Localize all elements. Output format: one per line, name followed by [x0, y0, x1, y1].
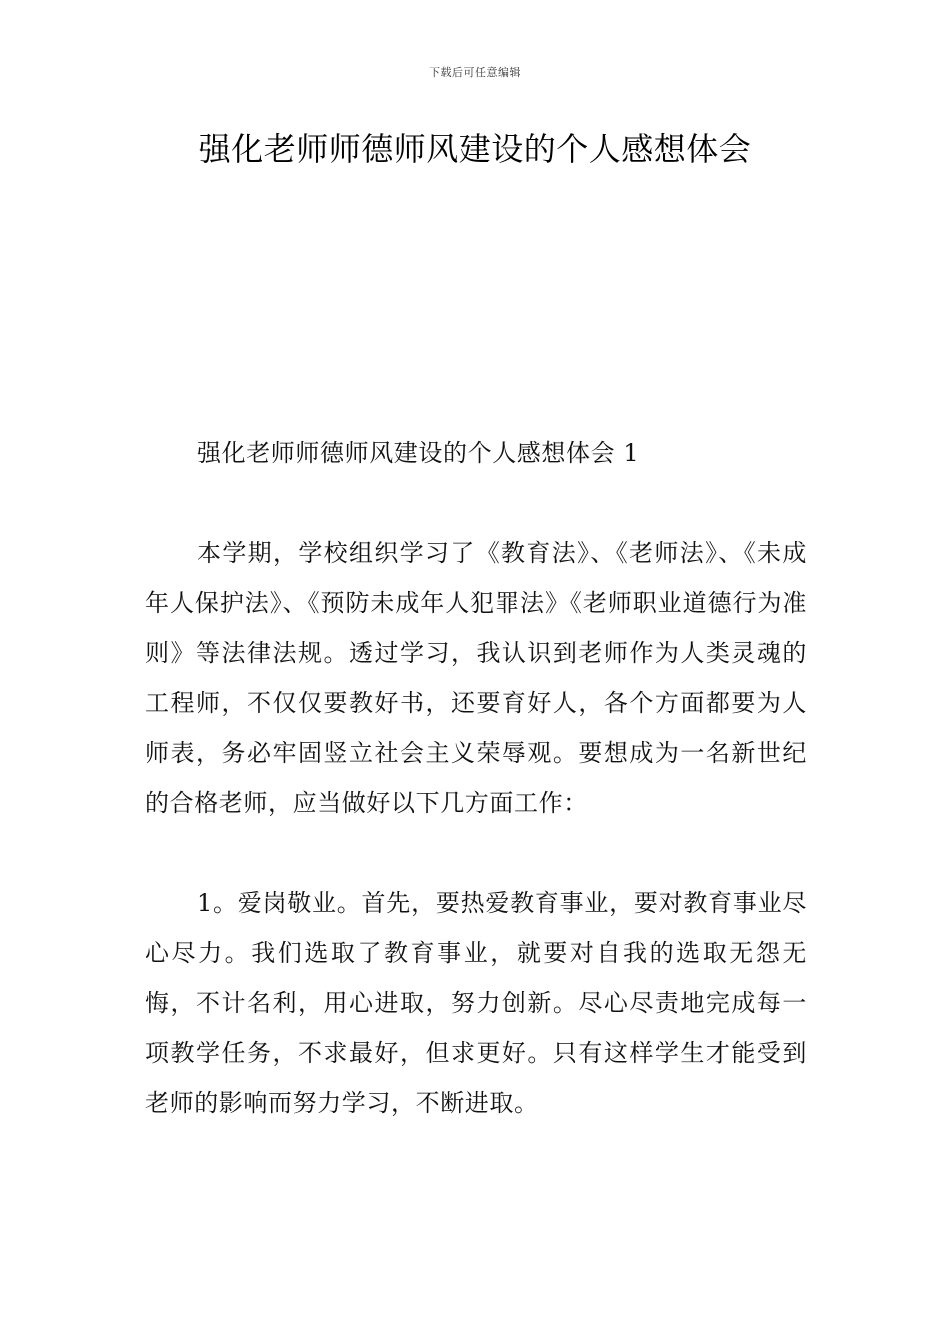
- section-title: 强化老师师德师风建设的个人感想体会 1: [197, 439, 640, 467]
- document-body: [145, 428, 807, 1128]
- header-note: 下载后可任意编辑: [429, 66, 521, 79]
- document-title: 强化老师师德师风建设的个人感想体会: [198, 130, 752, 168]
- paragraph-intro: 本学期，学校组织学习了《教育法》、《老师法》、《未成年人保护法》、《预防未成年人犯罪法》《老师职业道德行为准则》等法律法规。透过学习，我认识到老师作为人类灵魂的工程师，不仅仅要教好书，还要育好人，各个方面都要为人师表，务必牢固竖立社会主义荣辱观。要想成为一名新世纪的合格老师，应当做好以下几方面工作：: [145, 539, 807, 817]
- paragraph-dedication: 1。爱岗敬业。首先，要热爱教育事业，要对教育事业尽心尽力。我们选取了教育事业，就要对自我的选取无怨无悔，不计名利，用心进取，努力创新。尽心尽责地完成每一项教学任务，不求最好，但求更好。只有这样学生才能受到老师的影响而努力学习，不断进取。: [145, 889, 807, 1117]
